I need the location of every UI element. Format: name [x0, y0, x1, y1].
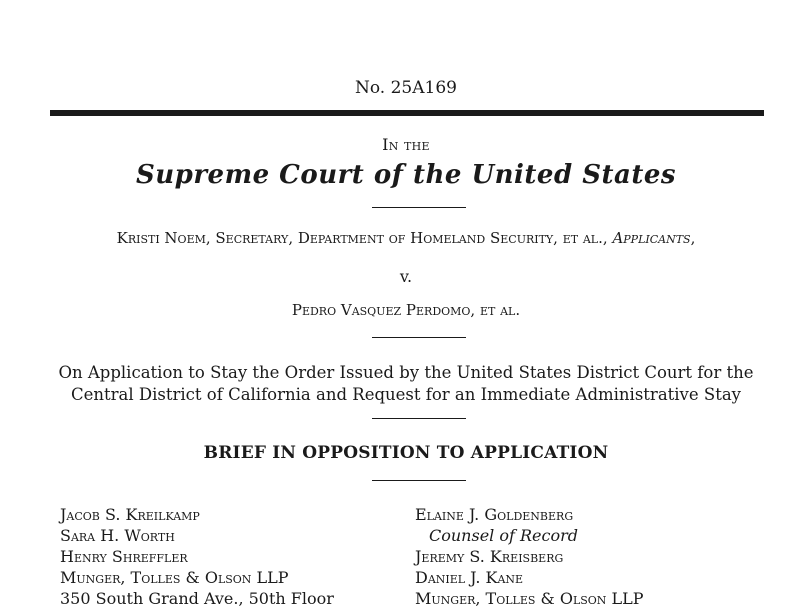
applicant-role: Applicants: [612, 229, 691, 247]
court-preamble: In the: [382, 135, 430, 154]
firm-address: 350 South Grand Ave., 50th Floor: [60, 589, 334, 608]
divider-rule: [372, 337, 466, 338]
application-description: [0, 362, 800, 406]
respondent-line: Pedro Vasquez Perdomo, et al.: [291, 301, 521, 319]
counsel-name: Jeremy S. Kreisberg: [415, 547, 564, 566]
application-line-1: On Application to Stay the Order Issued by the United States District Court for the: [58, 363, 754, 382]
counsel-name: Jacob S. Kreilkamp: [60, 505, 200, 524]
counsel-of-record-name: Elaine J. Goldenberg: [415, 505, 574, 524]
counsel-right-column: [415, 504, 644, 609]
application-line-2: Central District of California and Request for an Immediate Administrative Stay: [71, 385, 741, 404]
counsel-left-column: [60, 504, 334, 609]
court-name: Supreme Court of the United States: [135, 160, 677, 190]
counsel-name: Sara H. Worth: [60, 526, 175, 545]
applicant-suffix: ,: [690, 229, 696, 247]
versus: v.: [399, 267, 413, 286]
counsel-name: Daniel J. Kane: [415, 568, 524, 587]
firm-name: Munger, Tolles & Olson LLP: [60, 568, 289, 587]
divider-rule: [372, 480, 466, 481]
brief-title: BRIEF IN OPPOSITION TO APPLICATION: [203, 443, 609, 463]
docket-number: No. 25A169: [355, 78, 457, 98]
divider-rule: [372, 207, 466, 208]
applicant-line: [0, 229, 800, 247]
header-rule: [50, 110, 764, 116]
divider-rule: [372, 418, 466, 419]
firm-name: Munger, Tolles & Olson LLP: [415, 589, 644, 608]
applicant-names: Kristi Noem, Secretary, Department of Homeland Security, et al.,: [116, 229, 608, 247]
counsel-of-record-label: Counsel of Record: [429, 526, 579, 545]
counsel-name: Henry Shreffler: [60, 547, 188, 566]
